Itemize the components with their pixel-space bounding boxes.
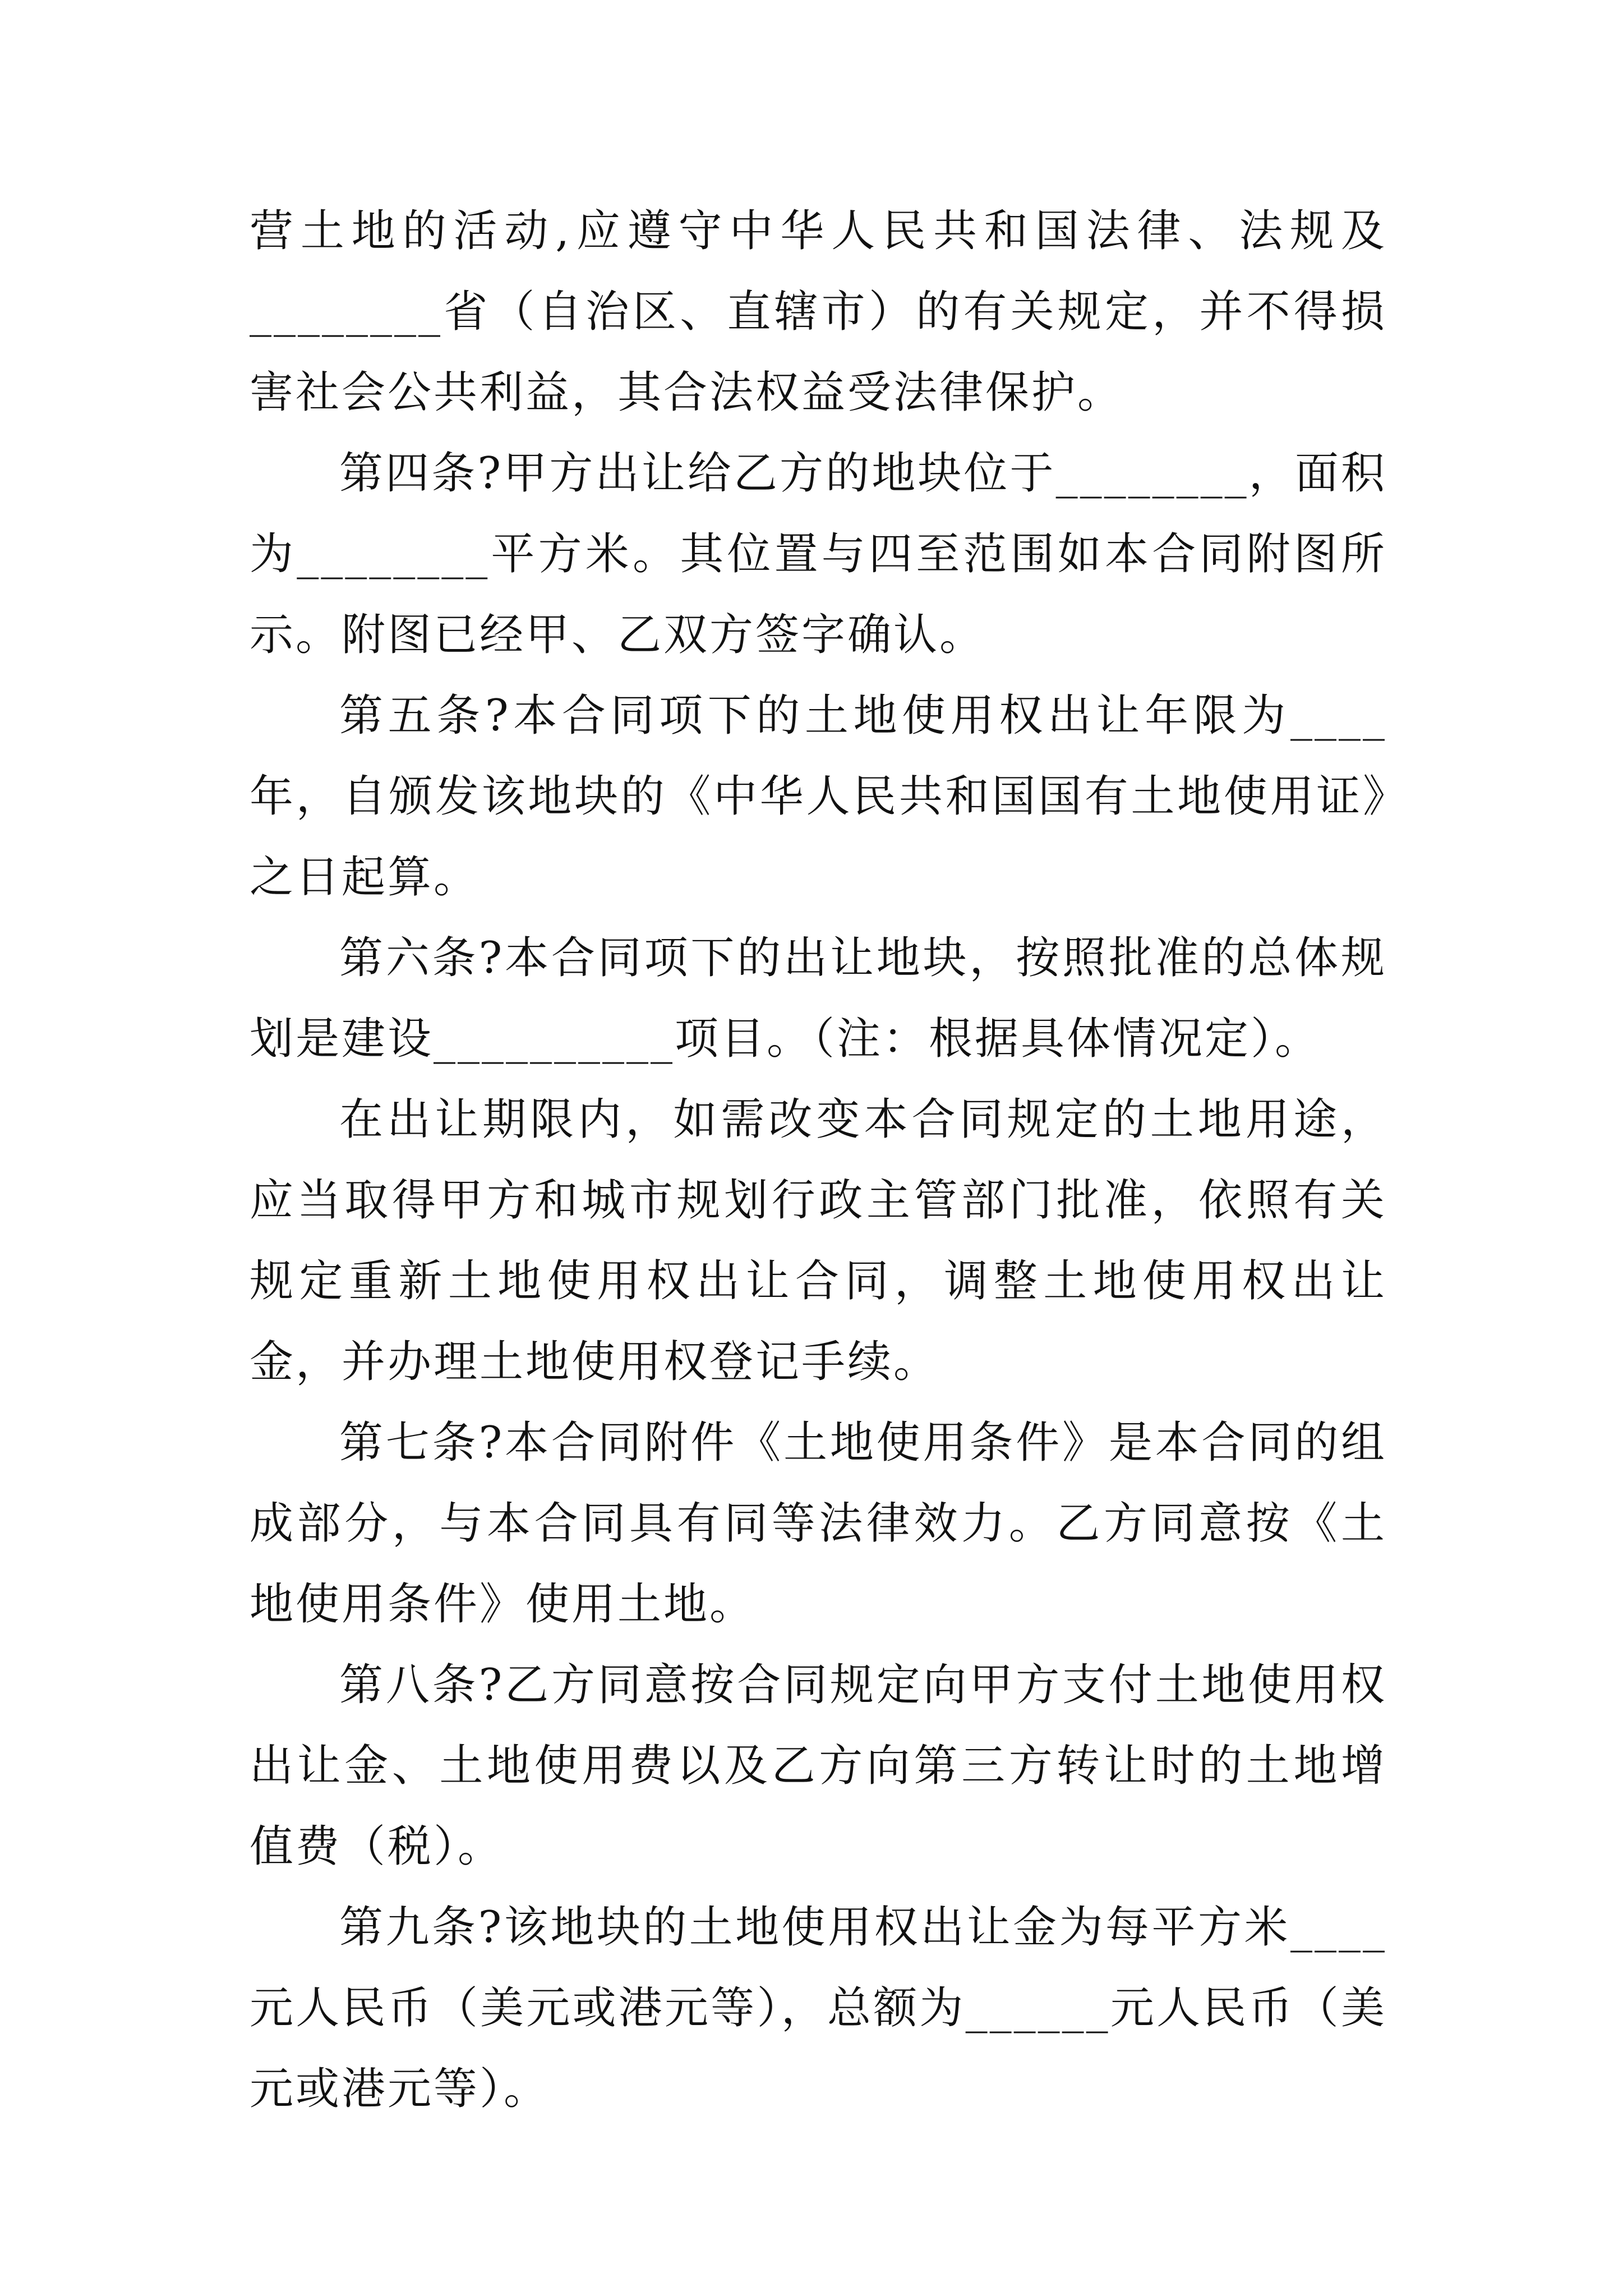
paragraph-article-6: 第六条?本合同项下的出让地块，按照批准的总体规划是建设__________项目。（注：根据具体情况定）。 bbox=[250, 933, 1387, 1064]
paragraph-land-use-change: 在出让期限内，如需改变本合同规定的土地用途，应当取得甲方和城市规划行政主管部门批准，依照有关规定重新土地使用权出让合同，调整土地使用权出让金，并办理土地使用权登记手续。 bbox=[250, 1094, 1387, 1387]
paragraph-article-7: 第七条?本合同附件《土地使用条件》是本合同的组成部分，与本合同具有同等法律效力。乙方同意按《土地使用条件》使用土地。 bbox=[250, 1418, 1387, 1630]
paragraph-article-4: 第四条?甲方出让给乙方的地块位于________，面积为________平方米。其位置与四至范围如本合同附图所示。附图已经甲、乙双方签字确认。 bbox=[250, 448, 1387, 660]
paragraph-article-5: 第五条?本合同项下的土地使用权出让年限为____年，自颁发该地块的《中华人民共和国国有土地使用证》之日起算。 bbox=[250, 691, 1387, 903]
paragraph-article-9: 第九条?该地块的土地使用权出让金为每平方米____元人民币（美元或港元等），总额为______元人民币（美元或港元等）。 bbox=[250, 1902, 1387, 2114]
paragraph-article-8: 第八条?乙方同意按合同规定向甲方支付土地使用权出让金、土地使用费以及乙方向第三方转让时的土地增值费（税）。 bbox=[250, 1660, 1387, 1872]
paragraph-intro-continuation: 营土地的活动,应遵守中华人民共和国法律、法规及________省（自治区、直辖市）的有关规定，并不得损害社会公共利益，其合法权益受法律保护。 bbox=[250, 206, 1387, 418]
document-body bbox=[250, 191, 1387, 2129]
